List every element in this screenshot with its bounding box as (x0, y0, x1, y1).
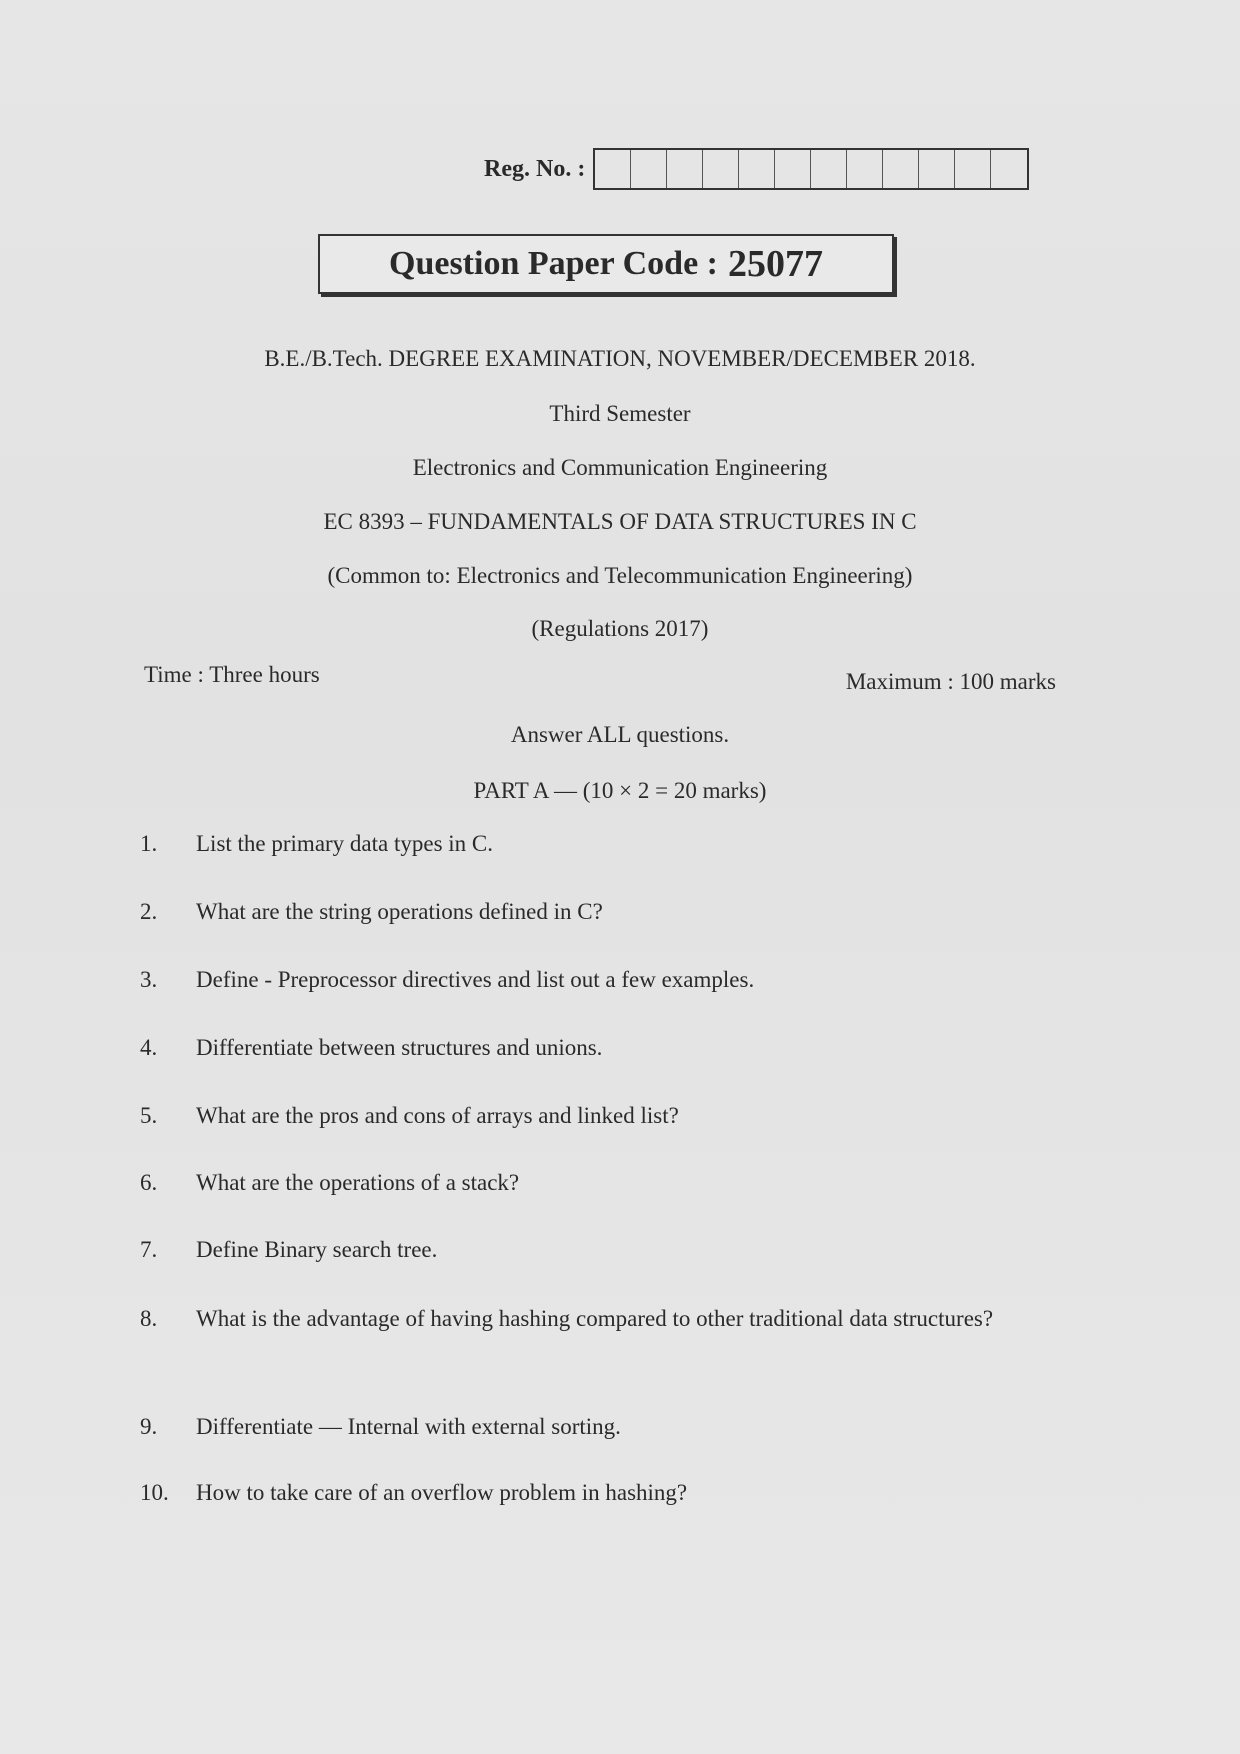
question-number: 7. (140, 1237, 158, 1262)
degree-title: B.E./B.Tech. DEGREE EXAMINATION, NOVEMBER/DECEMBER 2018. (264, 346, 976, 371)
time-duration: Time : Three hours (144, 662, 320, 687)
reg-no-box (883, 150, 919, 188)
semester: Third Semester (549, 401, 691, 426)
common-to: (Common to: Electronics and Telecommunication Engineering) (327, 563, 913, 588)
question-number: 6. (140, 1170, 158, 1195)
branch: Electronics and Communication Engineering (412, 455, 828, 480)
reg-no-box (631, 150, 667, 188)
question-text: How to take care of an overflow problem in hashing? (196, 1480, 688, 1505)
question-text: What is the advantage of having hashing compared to other traditional data structures? (196, 1306, 994, 1331)
question-text: Differentiate — Internal with external sorting. (196, 1414, 621, 1439)
question-number: 1. (140, 831, 158, 856)
question-number: 2. (140, 899, 158, 924)
reg-no-box (775, 150, 811, 188)
code-label: Question Paper Code : (389, 245, 718, 282)
reg-no-box (919, 150, 955, 188)
reg-no-boxes (593, 148, 1029, 190)
question-number: 4. (140, 1035, 158, 1060)
subject-title: EC 8393 – FUNDAMENTALS OF DATA STRUCTURES IN C (323, 509, 917, 534)
question-paper-code-box (318, 234, 894, 294)
maximum-marks: Maximum : 100 marks (845, 669, 1056, 694)
question-number: 9. (140, 1414, 158, 1439)
reg-no-box (847, 150, 883, 188)
question-number: 10. (140, 1480, 169, 1505)
reg-no-box (703, 150, 739, 188)
question-number: 5. (140, 1103, 158, 1128)
reg-no-box (811, 150, 847, 188)
code-number: 25077 (727, 243, 823, 285)
regulations: (Regulations 2017) (531, 616, 709, 641)
part-heading: PART A — (10 × 2 = 20 marks) (473, 778, 767, 803)
instruction: Answer ALL questions. (510, 722, 730, 747)
question-number: 3. (140, 967, 158, 992)
reg-no-field (484, 148, 1029, 190)
question-text: Define Binary search tree. (196, 1237, 438, 1262)
reg-no-box (739, 150, 775, 188)
reg-no-label: Reg. No. : (484, 155, 586, 182)
question-text: What are the operations of a stack? (196, 1170, 520, 1195)
question-text: What are the string operations defined in C? (196, 899, 603, 924)
question-text: List the primary data types in C. (196, 831, 494, 856)
question-text: What are the pros and cons of arrays and linked list? (196, 1103, 679, 1128)
question-text: Define - Preprocessor directives and list out a few examples. (196, 967, 755, 992)
reg-no-box (955, 150, 991, 188)
question-text: Differentiate between structures and unions. (196, 1035, 603, 1060)
reg-no-box (595, 150, 631, 188)
question-number: 8. (140, 1306, 158, 1331)
reg-no-box (667, 150, 703, 188)
reg-no-box (991, 150, 1027, 188)
